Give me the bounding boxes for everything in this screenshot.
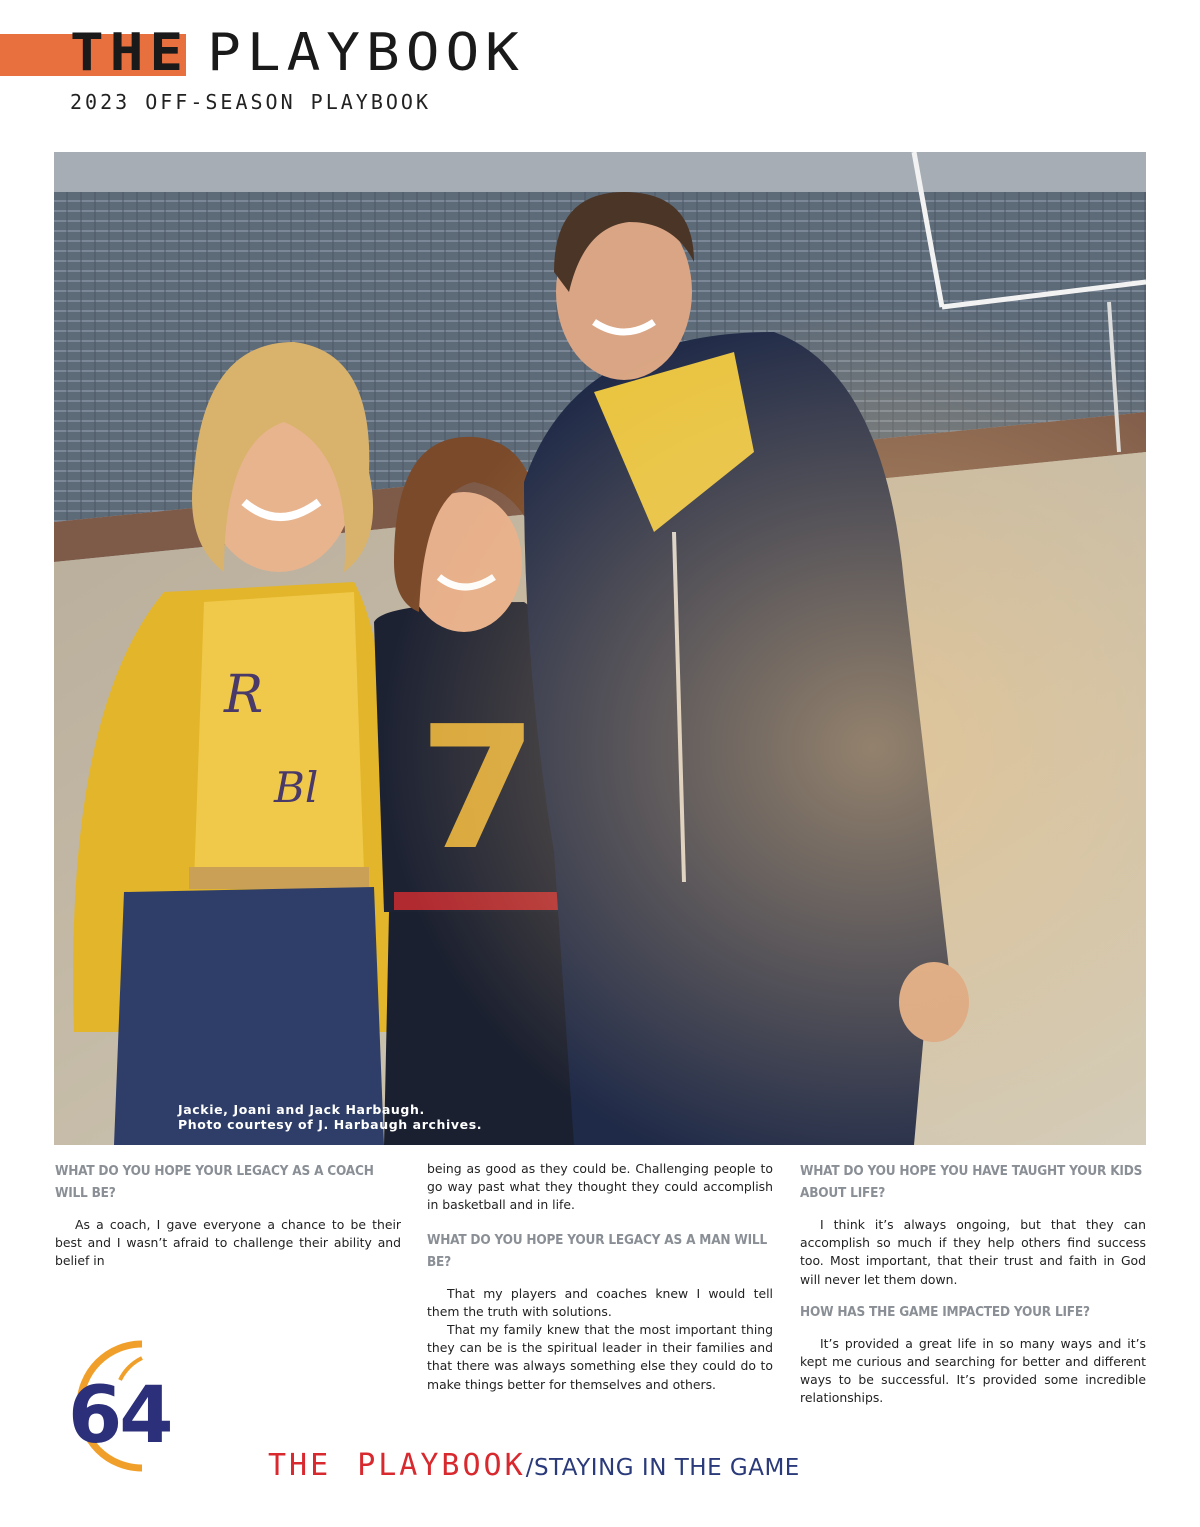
question-taught-kids: WHAT DO YOU HOPE YOU HAVE TAUGHT YOUR KIDS ABOUT LIFE? <box>800 1163 1143 1201</box>
caption-line-names: Jackie, Joani and Jack Harbaugh. <box>178 1102 425 1117</box>
question-game-impact: HOW HAS THE GAME IMPACTED YOUR LIFE? <box>800 1303 1090 1320</box>
question-legacy-coach: WHAT DO YOU HOPE YOUR LEGACY AS A COACH WILL BE? <box>55 1163 374 1201</box>
answer-legacy-coach: As a coach, I gave everyone a chance to be their best and I wasn’t afraid to challenge their ability and belief in <box>55 1217 401 1269</box>
footer-title-the: THE <box>268 1448 332 1483</box>
page-number-block <box>60 1340 210 1480</box>
magazine-title <box>70 23 525 84</box>
page-number: 64 <box>68 1371 171 1461</box>
page-footer <box>268 1448 800 1483</box>
footer-title-playbook: PLAYBOOK <box>357 1448 526 1483</box>
answer-game-impact: It’s provided a great life in so many ways and it’s kept me curious and searching for better and different ways to be successful. It’s provided some incredible relationships. <box>800 1335 1146 1406</box>
answer-legacy-man-p1: That my players and coaches knew I would tell them the truth with solutions. <box>427 1285 773 1319</box>
footer-separator: / <box>525 1455 534 1481</box>
article-column-1 <box>55 1160 401 1271</box>
title-part-playbook: PLAYBOOK <box>207 23 525 84</box>
article-column-3 <box>800 1160 1146 1408</box>
issue-subtitle: 2023 OFF-SEASON PLAYBOOK <box>70 90 431 114</box>
answer-taught-kids: I think it’s always ongoing, but that they can accomplish so much if they help others find success too. Most important, that their trust and faith in God will never let them down. <box>800 1217 1146 1287</box>
family-photo <box>54 152 1146 1145</box>
answer-legacy-coach-continued: being as good as they could be. Challenging people to go way past what they thought they could accomplish in basketball and in life. <box>427 1161 773 1213</box>
answer-legacy-man-p2: That my family knew that the most important thing they can be is the spiritual leader in their families and that there was always something else they could do to make things better for themselves and others. <box>427 1322 773 1392</box>
photo-caption <box>178 1102 482 1132</box>
footer-section-name: STAYING IN THE GAME <box>533 1455 800 1481</box>
question-legacy-man: WHAT DO YOU HOPE YOUR LEGACY AS A MAN WILL BE? <box>427 1231 767 1270</box>
title-part-the: THE <box>70 23 190 84</box>
family-photo-illustration <box>54 152 1146 1145</box>
caption-line-credit: Photo courtesy of J. Harbaugh archives. <box>178 1117 483 1132</box>
article-column-2 <box>427 1160 773 1394</box>
